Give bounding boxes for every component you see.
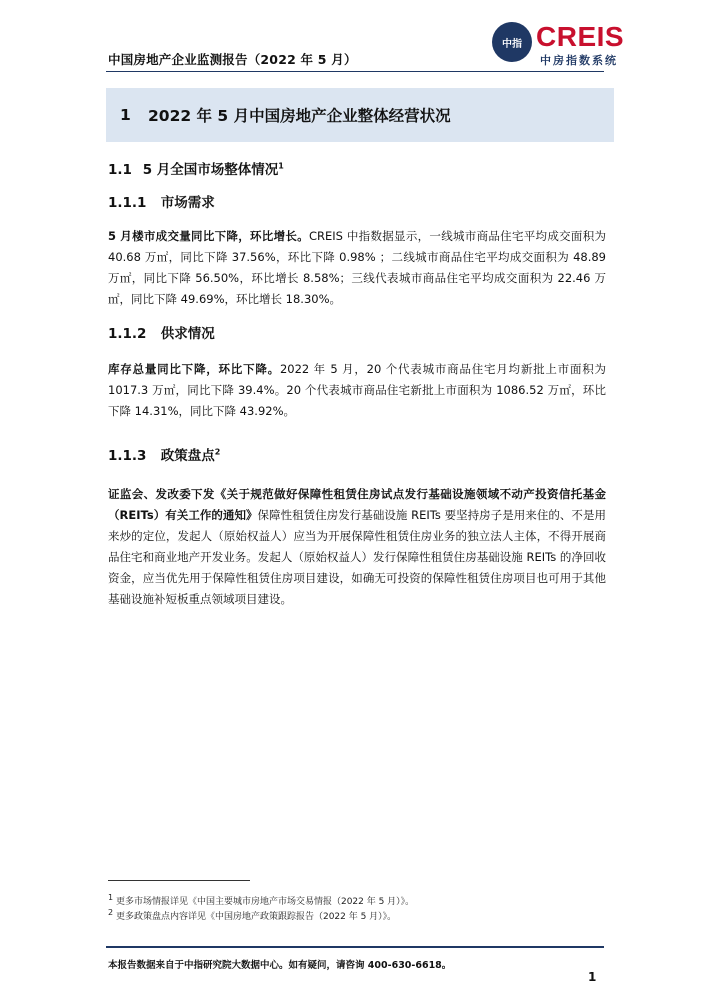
footnote-mark: 1 bbox=[108, 893, 114, 902]
chapter-banner bbox=[106, 88, 614, 142]
footnote-ref[interactable]: 1 bbox=[278, 161, 284, 171]
paragraph-lead: 库存总量同比下降，环比下降。 bbox=[108, 362, 280, 376]
creis-logo bbox=[492, 18, 638, 68]
section-title: 市场需求 bbox=[160, 195, 215, 211]
paragraph-body: 2022 年 5 月，20 个代表城市商品住宅月均新批上市面积为 1017.3 万㎡，同比下降 39.4%。20 个代表城市商品住宅新批上市面积为 1086.52 万㎡，环比下降 14.31%，同比下降 43.92%。 bbox=[108, 362, 607, 418]
section-number: 1.1.3 bbox=[108, 448, 147, 464]
paragraph-lead: 5 月楼市成交量同比下降，环比增长。 bbox=[108, 229, 309, 243]
section-title: 5 月全国市场整体情况 bbox=[142, 162, 279, 178]
footnote-divider bbox=[108, 880, 250, 881]
header-divider bbox=[106, 71, 604, 72]
footnote-1 bbox=[108, 893, 414, 907]
logo-wordmark: CREIS bbox=[536, 21, 625, 52]
paragraph-body: 保障性租赁住房发行基础设施 REITs 要坚持房子是用来住的、不是用来炒的定位，发起人（原始权益人）应当为开展保障性租赁住房业务的独立法人主体，不得开展商品住宅和商业地产开发业务。发起人（原始权益人）发行保障性租赁住房基础设施 REITs 的净回收资金，应当优先用于保障性租赁住房项目建设，如确无可投资的保障性租赁住房项目也可用于其他基础设施补短板重点领域项目建设。 bbox=[108, 508, 606, 606]
footer-divider bbox=[106, 946, 604, 948]
logo-mark-icon: 中指 bbox=[492, 22, 532, 62]
footnote-text: 更多政策盘点内容详见《中国房地产政策跟踪报告（2022 年 5 月）》。 bbox=[115, 912, 397, 922]
paragraph-supply-demand bbox=[108, 359, 606, 422]
section-number: 1.1 bbox=[108, 162, 132, 178]
section-heading-1-1-1 bbox=[108, 191, 215, 211]
footnote-ref[interactable]: 2 bbox=[214, 447, 221, 457]
logo-subtitle: 中房指数系统 bbox=[540, 54, 618, 67]
footnote-mark: 2 bbox=[108, 908, 114, 917]
paragraph-body: CREIS 中指数据显示，一线城市商品住宅平均成交面积为 40.68 万㎡，同比下降 37.56%，环比下降 0.98% ；二线城市商品住宅平均成交面积为 48.89 万㎡，同比下降 56.50%，环比增长 8.58%；三线代表城市商品住宅平均成交面积为 22.46 万㎡，同比下降 49.69%，环比增长 18.30%。 bbox=[108, 229, 606, 306]
section-heading-1-1-2 bbox=[108, 322, 215, 342]
section-title: 供求情况 bbox=[160, 326, 215, 342]
footnote-text: 更多市场情报详见《中国主要城市房地产市场交易情报（2022 年 5 月）》。 bbox=[115, 897, 415, 907]
section-heading-1-1 bbox=[108, 158, 284, 178]
paragraph-lead: 证监会、发改委下发《关于规范做好保障性租赁住房试点发行基础设施领域不动产投资信托基金（REITs）有关工作的通知》 bbox=[108, 487, 606, 522]
section-heading-1-1-3 bbox=[108, 444, 220, 464]
page-number: 1 bbox=[588, 970, 597, 984]
footnote-2 bbox=[108, 908, 396, 922]
paragraph-policy bbox=[108, 484, 606, 610]
footer-data-source-note: 本报告数据来自于中指研究院大数据中心。如有疑问，请咨询 400-630-6618。 bbox=[108, 960, 452, 971]
section-number: 1.1.1 bbox=[108, 195, 147, 211]
chapter-number: 1 bbox=[120, 106, 131, 124]
report-header-title: 中国房地产企业监测报告（2022 年 5 月） bbox=[108, 52, 357, 67]
section-number: 1.1.2 bbox=[108, 326, 147, 342]
paragraph-market-demand bbox=[108, 226, 606, 310]
section-title: 政策盘点 bbox=[160, 448, 215, 464]
chapter-title: 2022 年 5 月中国房地产企业整体经营状况 bbox=[148, 107, 451, 125]
